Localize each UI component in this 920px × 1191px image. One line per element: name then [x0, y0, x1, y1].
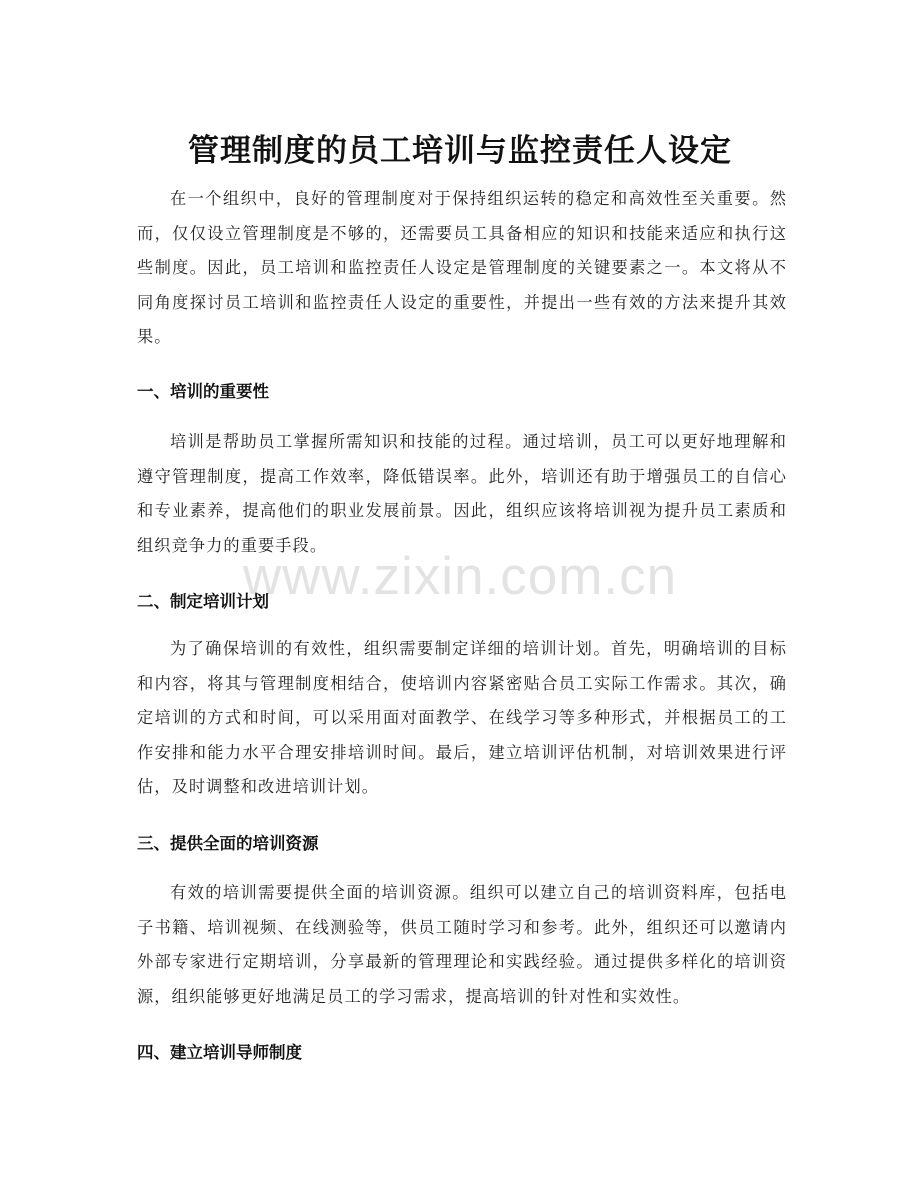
watermark: www.zixin.com.cn	[242, 547, 678, 606]
section-body-1: 培训是帮助员工掌握所需知识和技能的过程。通过培训，员工可以更好地理解和遵守管理制度，提高工作效率，降低错误率。此外，培训还有助于增强员工的自信心和专业素养，提高他们的职业发展前景。因此，组织应该将培训视为提升员工素质和组织竞争力的重要手段。	[137, 432, 787, 555]
section-heading-3: 三、提供全面的培训资源	[137, 834, 319, 853]
intro-paragraph: 在一个组织中，良好的管理制度对于保持组织运转的稳定和高效性至关重要。然而，仅仅设立管理制度是不够的，还需要员工具备相应的知识和技能来适应和执行这些制度。因此，员工培训和监控责任人设定是管理制度的关键要素之一。本文将从不同角度探讨员工培训和监控责任人设定的重要性，并提出一些有效的方法来提升其效果。	[137, 189, 787, 347]
document-title: 管理制度的员工培训与监控责任人设定	[188, 132, 732, 169]
section-body-2: 为了确保培训的有效性，组织需要制定详细的培训计划。首先，明确培训的目标和内容，将其与管理制度相结合，使培训内容紧密贴合员工实际工作需求。其次，确定培训的方式和时间，可以采用面对面教学、在线学习等多种形式，并根据员工的工作安排和能力水平合理安排培训时间。最后，建立培训评估机制，对培训效果进行评估，及时调整和改进培训计划。	[137, 639, 787, 797]
section-heading-2: 二、制定培训计划	[137, 592, 269, 611]
section-body-3: 有效的培训需要提供全面的培训资源。组织可以建立自己的培训资料库，包括电子书籍、培训视频、在线测验等，供员工随时学习和参考。此外，组织还可以邀请内外部专家进行定期培训，分享最新的管理理论和实践经验。通过提供多样化的培训资源，组织能够更好地满足员工的学习需求，提高培训的针对性和实效性。	[137, 883, 787, 1006]
section-heading-4: 四、建立培训导师制度	[137, 1043, 302, 1062]
section-heading-1: 一、培训的重要性	[137, 382, 269, 401]
